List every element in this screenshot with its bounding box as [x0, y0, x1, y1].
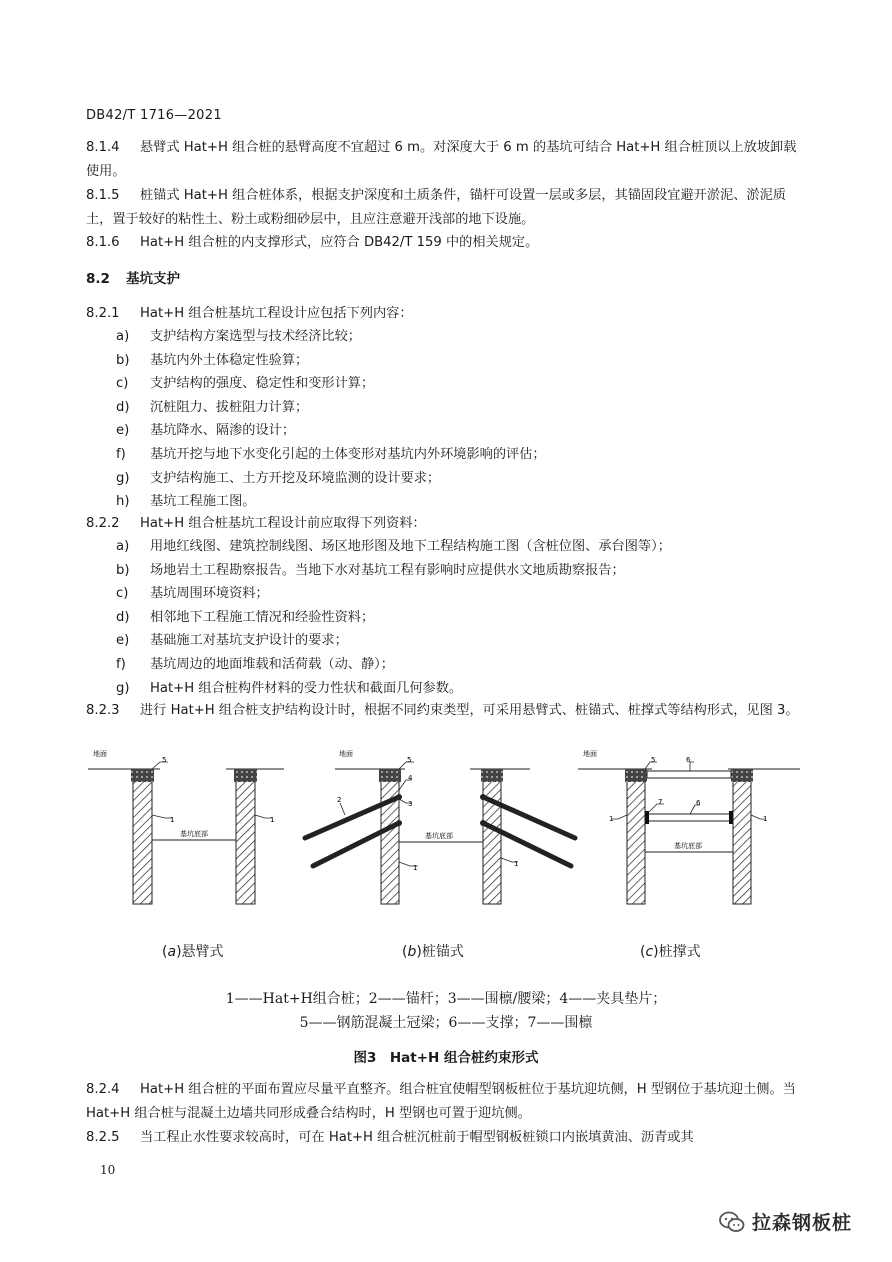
figure-legend-line-2: 5——钢筋混凝土冠梁；6——支撑；7——围檩: [299, 1015, 593, 1031]
list-item-text: 场地岩土工程勘察报告。当地下水对基坑工程有影响时应提供水文地质勘察报告；: [150, 562, 625, 578]
label-5: 5: [407, 756, 412, 764]
diagram-pile-anchor: [305, 749, 575, 904]
clause-8-2-1: [86, 302, 806, 326]
clause-number: 8.2.1: [86, 306, 120, 321]
clause-text: Hat+H 组合桩基坑工程设计前应取得下列资料：: [140, 516, 426, 531]
wechat-icon: [718, 1210, 746, 1234]
list-item-text: 支护结构施工、土方开挖及环境监测的设计要求；: [150, 470, 441, 486]
clause-text: 进行 Hat+H 组合桩支护结构设计时，根据不同约束类型，可采用悬臂式、桩锚式、桩撑式等结构形式，见图 3。: [140, 703, 799, 718]
standard-code: DB42/T 1716—2021: [86, 108, 222, 123]
clause-text: Hat+H 组合桩基坑工程设计应包括下列内容：: [140, 306, 413, 321]
pile-left: [627, 769, 645, 904]
clause-text: Hat+H 组合桩的平面布置应尽量平直整齐。组合桩宜使帽型钢板桩位于基坑迎坑侧，H 型钢位于基坑迎土侧。当 Hat+H 组合桩与混凝土边墙共同形成叠合结构时，H 型钢也可置于迎坑侧。: [86, 1082, 796, 1121]
pit-bottom-label: 基坑底部: [674, 842, 702, 850]
ground-label: 地面: [339, 750, 353, 758]
diagram-cantilever: [88, 749, 284, 904]
list-item-letter: e): [116, 633, 130, 649]
list-item: [116, 419, 546, 443]
list-item-text: 支护结构方案选型与技术经济比较；: [150, 329, 361, 344]
clause-text: Hat+H 组合桩的内支撑形式，应符合 DB42/T 159 中的相关规定。: [140, 235, 539, 250]
clause-8-2-3: [86, 699, 806, 723]
list-item: [116, 582, 671, 606]
crown-beam-right: [234, 769, 257, 782]
list-item-letter: g): [116, 680, 130, 696]
diagram-pile-strut: [578, 749, 800, 904]
label-1: 1: [609, 815, 614, 823]
clause-8-1-6: [86, 231, 806, 255]
clause-number: 8.1.6: [86, 235, 120, 250]
label-4: 4: [408, 774, 413, 782]
label-7: 7: [658, 798, 663, 806]
list-item: [116, 443, 546, 467]
label-1: 1: [413, 864, 418, 872]
list-item: [116, 372, 546, 396]
list-item-letter: f): [116, 656, 126, 672]
list-item-text: 支护结构的强度、稳定性和变形计算；: [150, 376, 375, 392]
ground-label: 地面: [93, 750, 107, 758]
list-item: [116, 325, 546, 349]
list-item-text: 基础施工对基坑支护设计的要求；: [150, 633, 348, 649]
list-item: [116, 559, 671, 583]
pit-bottom-label: 基坑底部: [425, 832, 453, 840]
list-item-text: 用地红线图、建筑控制线图、场区地形图及地下工程结构施工图（含桩位图、承台图等）；: [150, 539, 671, 554]
figure-title: 图3 Hat+H 组合桩约束形式: [353, 1050, 539, 1066]
pile-left: [133, 769, 152, 904]
list-item-text: 基坑开挖与地下水变化引起的土体变形对基坑内外环境影响的评估；: [150, 446, 546, 462]
page-number: 10: [100, 1163, 116, 1177]
list-item-letter: f): [116, 446, 126, 462]
list-item: [116, 606, 671, 630]
brand-name: 拉森钢板桩: [752, 1212, 853, 1234]
list-8-2-1: [116, 325, 546, 514]
section-number: 8.2: [86, 271, 110, 287]
label-1: 1: [514, 860, 519, 868]
clause-number: 8.2.4: [86, 1082, 120, 1097]
list-item-letter: e): [116, 423, 130, 439]
list-item-text: Hat+H 组合桩构件材料的受力性状和截面几何参数。: [150, 680, 463, 696]
clause-text: 桩锚式 Hat+H 组合桩体系，根据支护深度和土质条件，锚杆可设置一层或多层，其锚固段宜避开淤泥、淤泥质土，置于较好的粘性土、粉土或粉细砂层中，且应注意避开浅部的地下设施。: [86, 188, 786, 227]
list-item-text: 沉桩阻力、拔桩阻力计算；: [150, 399, 309, 415]
top-strut: [647, 771, 731, 778]
list-item-letter: d): [116, 399, 130, 415]
list-item-text: 基坑降水、隔渗的设计；: [150, 423, 296, 439]
crown-beam-left: [131, 769, 154, 782]
figure-caption-a: (a)悬臂式: [162, 944, 224, 960]
label-5: 5: [162, 756, 167, 764]
list-item-text: 基坑周边的地面堆载和活荷载（动、静）；: [150, 656, 394, 672]
clause-text: 当工程止水性要求较高时，可在 Hat+H 组合桩沉桩前于帽型钢板桩锁口内嵌填黄油、沥青或其: [140, 1130, 694, 1145]
clause-number: 8.1.5: [86, 188, 120, 203]
list-item-letter: c): [116, 586, 129, 602]
list-8-2-2: [116, 535, 671, 700]
label-3: 3: [408, 800, 413, 808]
clause-text: 悬臂式 Hat+H 组合桩的悬臂高度不宜超过 6 m。对深度大于 6 m 的基坑可结合 Hat+H 组合桩顶以上放坡卸载使用。: [86, 140, 797, 179]
list-item-letter: b): [116, 352, 130, 368]
figure-3-diagram: [0, 740, 892, 920]
list-item-text: 基坑周围环境资料；: [150, 586, 269, 602]
list-item: [116, 653, 671, 677]
clause-8-2-5: [86, 1126, 806, 1150]
pile-right: [236, 769, 255, 904]
label-1: 1: [763, 815, 768, 823]
mid-strut: [647, 814, 733, 821]
clause-8-2-2: [86, 512, 806, 536]
list-item-text: 基坑内外土体稳定性验算；: [150, 352, 309, 368]
label-1: 1: [170, 816, 175, 824]
list-item-letter: h): [116, 494, 130, 510]
figure-caption-c: (c)桩撑式: [640, 944, 701, 960]
list-item: [116, 467, 546, 491]
list-item-letter: d): [116, 609, 130, 625]
label-1: 1: [270, 816, 275, 824]
clause-number: 8.2.3: [86, 703, 120, 718]
list-item: [116, 349, 546, 373]
list-item: [116, 490, 546, 514]
list-item: [116, 396, 546, 420]
list-item-letter: c): [116, 376, 129, 392]
figure-caption-b: (b)桩锚式: [402, 944, 464, 960]
clause-8-2-4: [86, 1078, 806, 1125]
section-title: 基坑支护: [126, 271, 180, 287]
list-item: [116, 677, 671, 701]
ground-label: 地面: [583, 750, 597, 758]
section-heading-8-2: [86, 267, 180, 287]
watermark-brand: [718, 1208, 852, 1235]
pile-left: [381, 769, 399, 904]
label-5: 5: [651, 756, 656, 764]
clause-number: 8.2.5: [86, 1130, 120, 1145]
list-item-letter: g): [116, 470, 130, 486]
list-item-text: 基坑工程施工图。: [150, 494, 256, 510]
list-item-letter: a): [116, 329, 130, 344]
list-item: [116, 629, 671, 653]
clause-number: 8.2.2: [86, 516, 120, 531]
label-2: 2: [337, 796, 342, 804]
clause-number: 8.1.4: [86, 140, 120, 155]
pile-right: [483, 769, 501, 904]
pit-bottom-label: 基坑底部: [180, 830, 208, 838]
figure-legend-line-1: 1——Hat+H组合桩；2——锚杆；3——围檩/腰梁；4——夹具垫片；: [225, 991, 667, 1007]
label-6: 6: [686, 756, 691, 764]
label-6: 6: [696, 799, 701, 807]
list-item-text: 相邻地下工程施工情况和经验性资料；: [150, 609, 375, 625]
pile-right: [733, 769, 751, 904]
list-item-letter: b): [116, 562, 130, 578]
list-item: [116, 535, 671, 559]
clause-8-1-4: [86, 136, 806, 183]
clause-8-1-5: [86, 184, 806, 231]
list-item-letter: a): [116, 539, 130, 554]
